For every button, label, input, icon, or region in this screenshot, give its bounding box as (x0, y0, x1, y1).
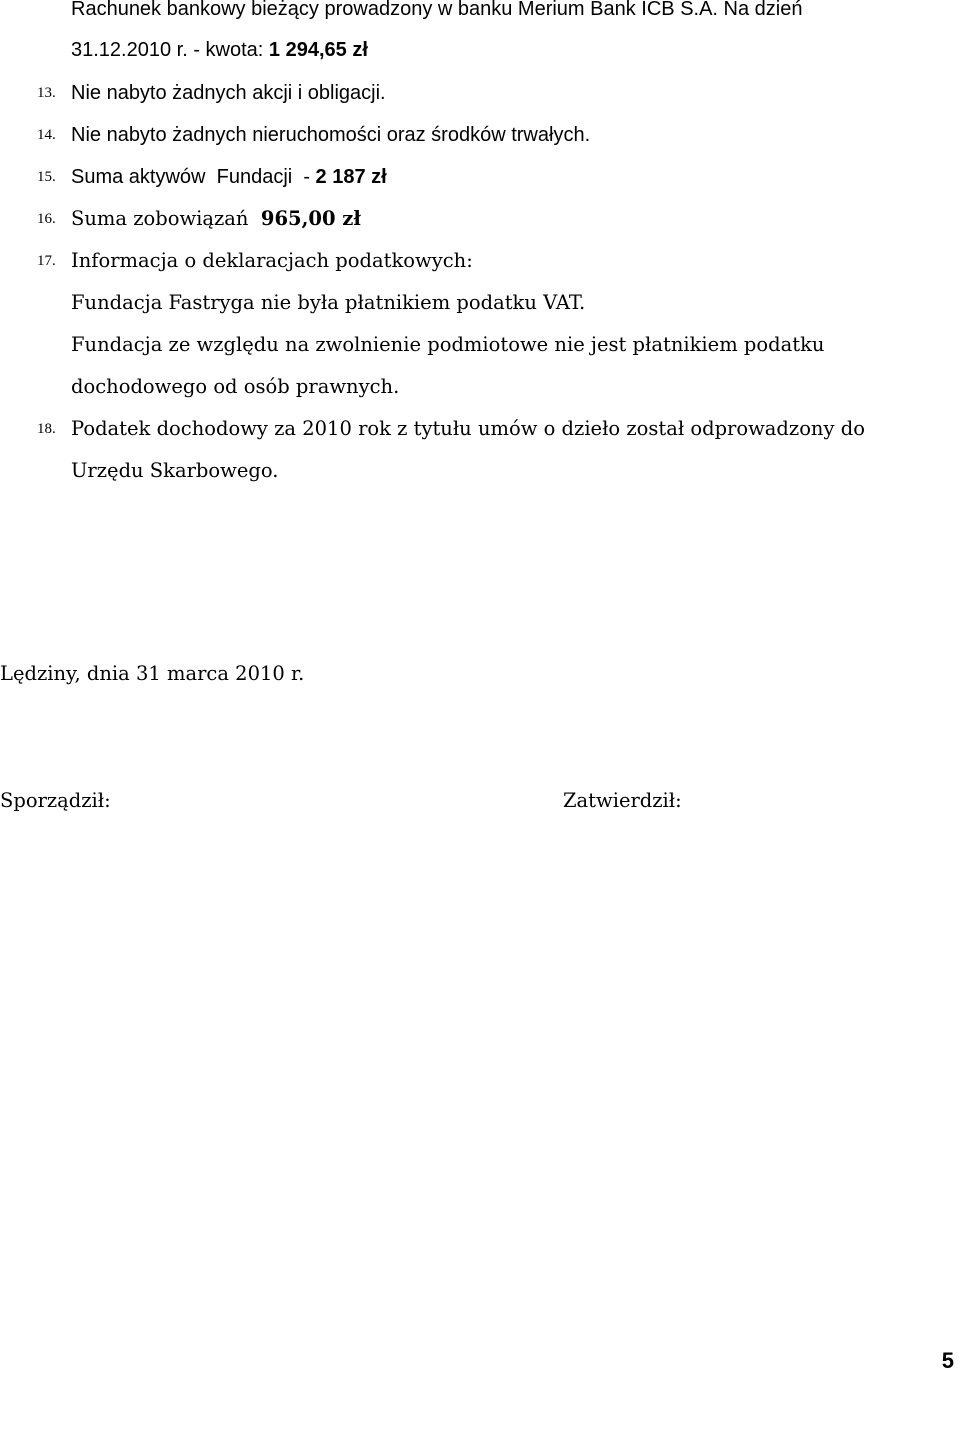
total-liabilities-value: 965,00 zł (260, 207, 361, 230)
list-item-number: 14. (37, 127, 56, 143)
list-item-text (71, 206, 361, 232)
bank-account-line (71, 0, 802, 22)
list-item-number: 13. (37, 85, 56, 101)
total-assets-value: 2 187 zł (315, 166, 387, 188)
tax-info-line: Fundacja Fastryga nie była płatnikiem podatku VAT. (71, 291, 586, 314)
approved-by-label: Zatwierdził: (563, 789, 682, 812)
tax-info-line: dochodowego od osób prawnych. (71, 375, 400, 398)
list-item-text: Nie nabyto żadnych nieruchomości oraz środków trwałych. (71, 124, 591, 146)
bank-balance-line (71, 37, 368, 63)
tax-info-line: Fundacja ze względu na zwolnienie podmiotowe nie jest płatnikiem podatku (71, 333, 825, 356)
bank-balance-date: 31.12.2010 r. - kwota: (71, 39, 269, 61)
list-item-text: Informacja o deklaracjach podatkowych: (71, 249, 473, 272)
list-item-number: 17. (37, 253, 56, 269)
list-item-number: 18. (37, 421, 56, 437)
bank-balance-amount: 1 294,65 zł (268, 39, 368, 61)
income-tax-continuation: Urzędu Skarbowego. (71, 459, 279, 482)
list-item-number: 16. (37, 211, 56, 227)
page-number: 5 (941, 1348, 954, 1373)
total-assets-label: Suma aktywów Fundacji - (71, 166, 316, 188)
place-date: Lędziny, dnia 31 marca 2010 r. (0, 662, 305, 685)
list-item-text: Nie nabyto żadnych akcji i obligacji. (71, 82, 386, 104)
list-item-text: Podatek dochodowy za 2010 rok z tytułu umów o dzieło został odprowadzony do (71, 417, 865, 440)
bank-account-text: Rachunek bankowy bieżący prowadzony w banku Merium Bank ICB S.A. Na dzień (71, 0, 803, 20)
total-liabilities-label: Suma zobowiązań (71, 207, 261, 230)
prepared-by-label: Sporządził: (0, 789, 111, 812)
list-item-number: 15. (37, 169, 56, 185)
list-item-text (71, 164, 387, 190)
